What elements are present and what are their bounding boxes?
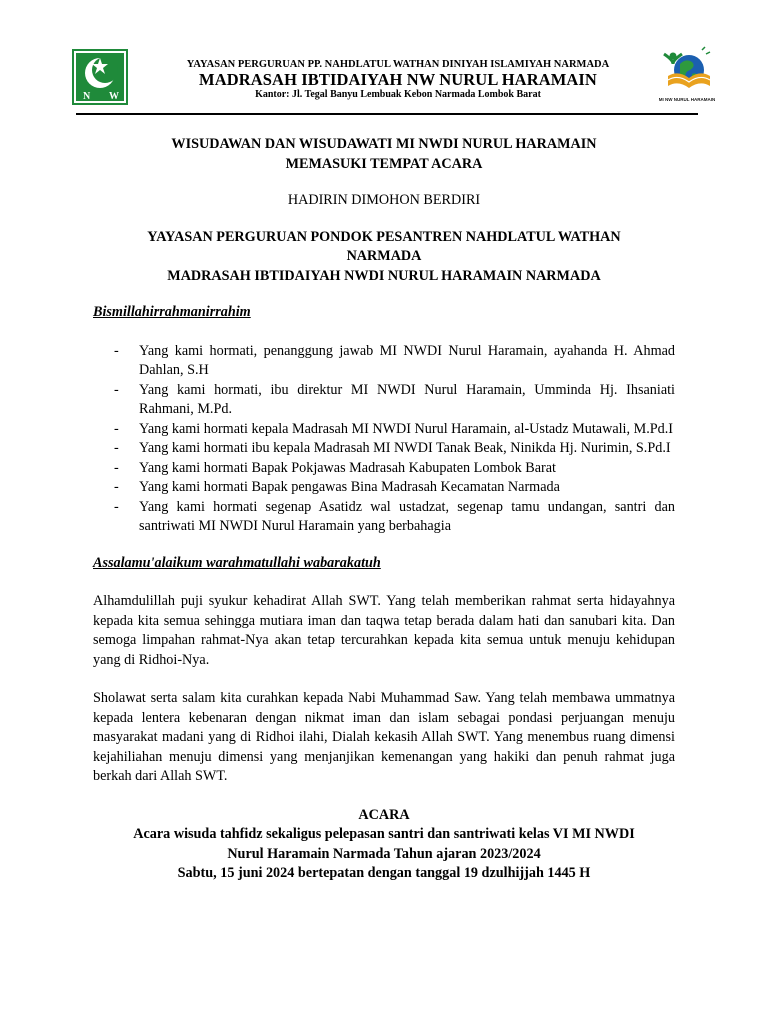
institution-name [93, 228, 675, 287]
school-name: MADRASAH IBTIDAIYAH NW NURUL HARAMAIN [199, 70, 597, 89]
list-item: - Yang kami hormati ibu kepala Madrasah MI NWDI Tanak Beak, Ninikda Hj. Nurimin, S.Pd.I [114, 440, 671, 456]
list-item: - Yang kami hormati, penanggung jawab MI NWDI Nurul Haramain, ayahanda H. Ahmad Dahlan, S.H [114, 342, 675, 378]
letterhead-text [136, 58, 660, 101]
greeting-list [93, 342, 675, 537]
list-item: - Yang kami hormati, ibu direktur MI NWDI Nurul Haramain, Umminda Hj. Ihsaniati Rahmani, M.Pd. [114, 381, 675, 417]
logo-caption: MI NW NURUL HARAMAIN [658, 97, 716, 102]
event-date: Sabtu, 15 juni 2024 bertepatan dengan tanggal 19 dzulhijjah 1445 H [177, 865, 591, 881]
salam-greeting: Assalamu'alaikum warahmatullahi wabarakatuh [93, 554, 381, 571]
stand-instruction: HADIRIN DIMOHON BERDIRI [287, 192, 481, 208]
announcement-line-1: WISUDAWAN DAN WISUDAWATI MI NWDI NURUL HARAMAIN [171, 136, 597, 152]
school-logo-icon [656, 46, 718, 108]
list-item: - Yang kami hormati kepala Madrasah MI NWDI Nurul Haramain, al-Ustadz Mutawali, M.Pd.I [114, 420, 674, 437]
institution-line-2: NARMADA [346, 248, 422, 264]
list-item: - Yang kami hormati Bapak Pokjawas Madrasah Kabupaten Lombok Barat [114, 459, 556, 476]
document-body [93, 131, 675, 884]
list-item: - Yang kami hormati Bapak pengawas Bina Madrasah Kecamatan Narmada [114, 479, 560, 495]
event-section [93, 806, 675, 884]
event-line-2: Nurul Haramain Narmada Tahun ajaran 2023/2024 [227, 845, 541, 862]
institution-line-1: YAYASAN PERGURUAN PONDOK PESANTREN NAHDLATUL WATHAN [147, 228, 621, 245]
nw-logo-icon [72, 49, 128, 105]
svg-text:W: W [109, 91, 119, 102]
svg-text:N: N [83, 91, 91, 102]
list-item: - Yang kami hormati segenap Asatidz wal ustadzat, segenap tamu undangan, santri dan santriwati MI NWDI Nurul Haramain yang berbahagia [114, 498, 675, 534]
foundation-name: YAYASAN PERGURUAN PP. NAHDLATUL WATHAN DINIYAH ISLAMIYAH NARMADA [186, 59, 610, 70]
office-address: Kantor: Jl. Tegal Banyu Lembuak Kebon Narmada Lombok Barat [255, 89, 541, 100]
paragraph-sholawat: Sholawat serta salam kita curahkan kepada Nabi Muhammad Saw. Yang telah membawa ummatnya kepada lentera kebenaran dengan nikmat iman dan islam sebagai pondasi perjuangan menuju masyarakat madani yang di Ridhoi ilahi, Dialah kekasih Allah SWT. Yang menembus ruang dimensi kejahiliahan menuju dimensi yang menjanjikan kemenangan yang hakiki dan penuh rahmat juga berkah dari Allah SWT. [93, 690, 675, 784]
announcement-line-2: MEMASUKI TEMPAT ACARA [285, 155, 483, 172]
opening-basmalah: Bismillahirrahmanirrahim [93, 304, 251, 320]
announcement [93, 135, 675, 174]
event-heading: ACARA [358, 806, 410, 823]
paragraph-hamdalah: Alhamdulillah puji syukur kehadirat Allah SWT. Yang telah memberikan rahmat serta hidayahnya kepada kita semua sehingga mutiara iman dan taqwa tetap berada dalam hati dan sanubari kita. Dan semoga limpahan rahmat-Nya akan tetap tercurahkan kepada kita semua untuk menuju kehidupan yang di Ridhoi-Nya. [93, 593, 675, 668]
letterhead [72, 46, 716, 112]
institution-line-3: MADRASAH IBTIDAIYAH NWDI NURUL HARAMAIN NARMADA [167, 267, 601, 284]
event-line-1: Acara wisuda tahfidz sekaligus pelepasan santri dan santriwati kelas VI MI NWDI [133, 826, 635, 842]
letterhead-divider [76, 113, 698, 115]
